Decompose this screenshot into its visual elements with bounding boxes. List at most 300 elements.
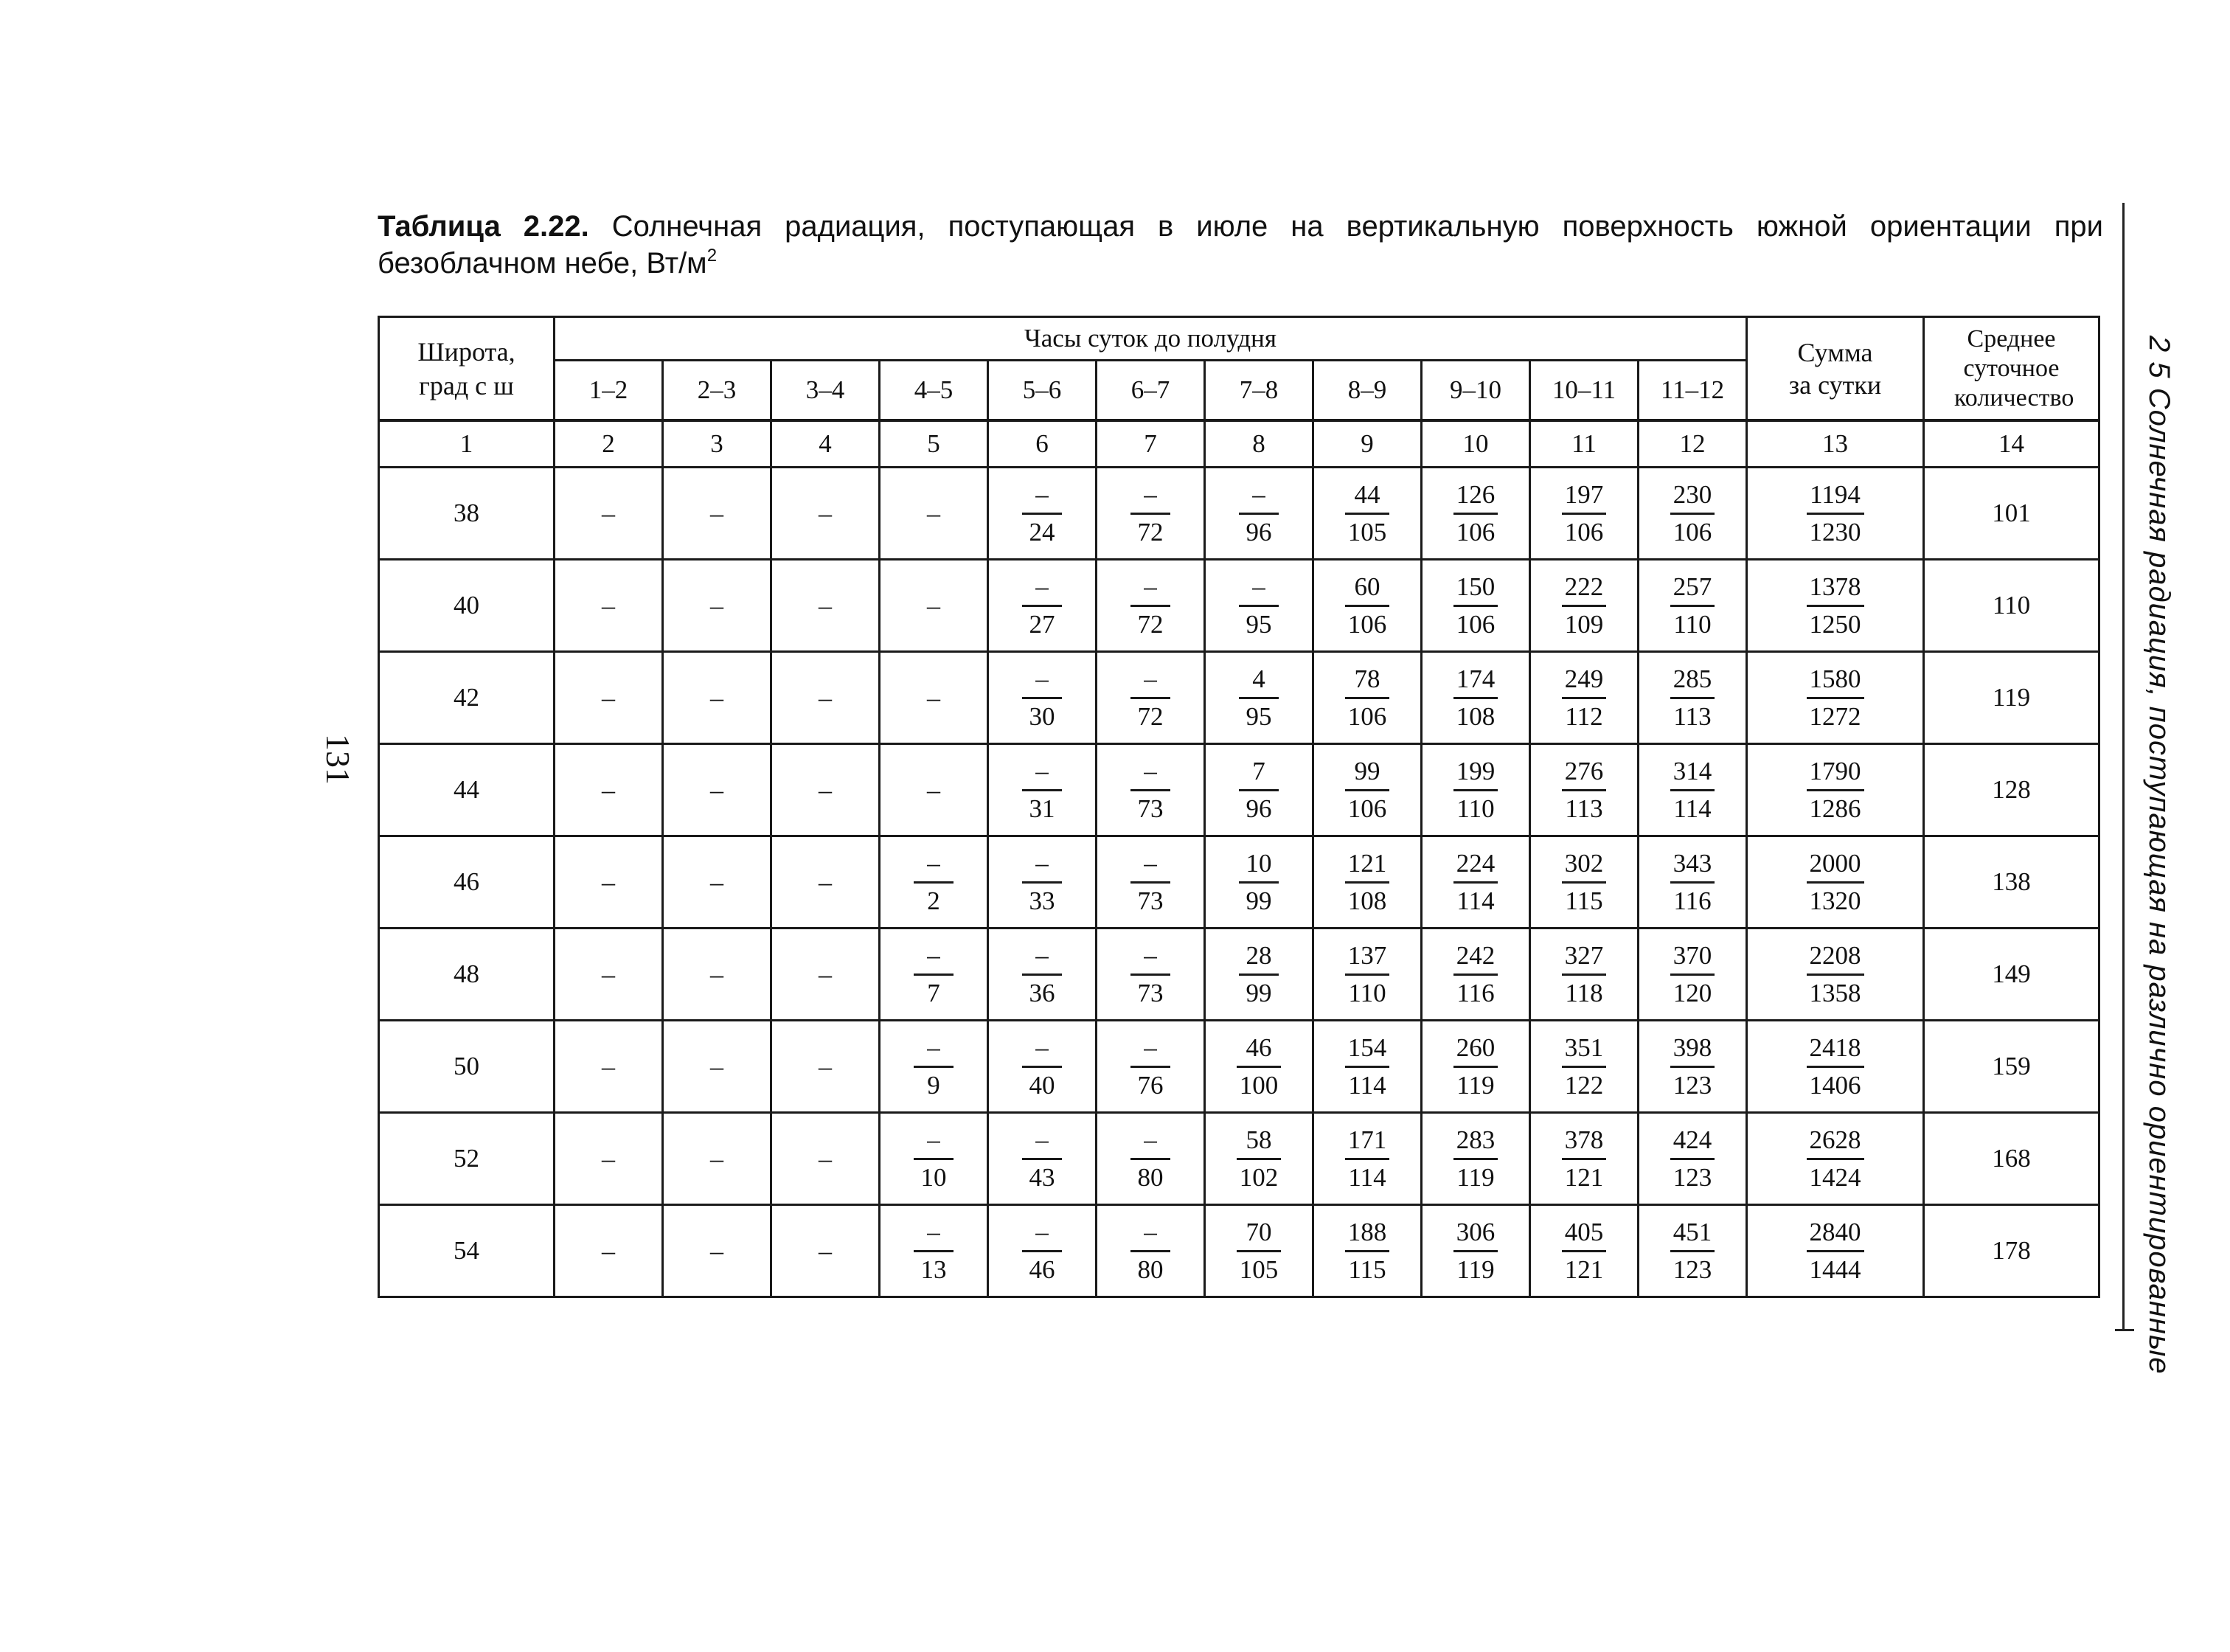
cell-value [1313, 468, 1422, 560]
cell-value [1422, 1021, 1530, 1113]
cell-dash: – [819, 959, 832, 989]
cell-value [1530, 836, 1639, 929]
cell-value [1313, 1113, 1422, 1205]
cell-dash: – [710, 775, 723, 805]
fraction-denominator: 99 [1239, 881, 1279, 919]
cell-value [771, 652, 880, 744]
fraction [1345, 1215, 1390, 1288]
header-hours-group: Часы суток до полудня [555, 317, 1747, 361]
cell-value [1205, 744, 1313, 836]
fraction-numerator: – [1144, 479, 1157, 509]
cell-dash: – [710, 499, 723, 528]
fraction-numerator: – [1144, 1217, 1157, 1246]
cell-sum [1747, 1021, 1924, 1113]
fraction-denominator: 1230 [1807, 513, 1864, 550]
cell-value [663, 1021, 771, 1113]
fraction-denominator: 115 [1562, 881, 1607, 919]
fraction-numerator: 58 [1246, 1125, 1272, 1154]
fraction-numerator: 283 [1456, 1125, 1496, 1154]
fraction-denominator: 27 [1022, 605, 1062, 642]
fraction-denominator: 115 [1345, 1250, 1390, 1288]
fraction [1562, 477, 1607, 550]
fraction [1022, 1122, 1062, 1195]
fraction-numerator: 1580 [1809, 664, 1861, 693]
cell-value [1205, 560, 1313, 652]
cell-value [1530, 1205, 1639, 1297]
fraction [1453, 754, 1498, 827]
fraction [1807, 1215, 1864, 1288]
fraction-numerator: – [1144, 1125, 1157, 1154]
cell-dash: – [710, 867, 723, 897]
cell-value [663, 1113, 771, 1205]
cell-value [1097, 560, 1205, 652]
fraction-denominator: 13 [914, 1250, 954, 1288]
fraction-denominator: 119 [1453, 1250, 1498, 1288]
cell-sum [1747, 468, 1924, 560]
fraction-denominator: 1272 [1807, 697, 1864, 735]
header-hour: 6–7 [1097, 361, 1205, 421]
fraction-numerator: 249 [1564, 664, 1604, 693]
fraction-numerator: 257 [1672, 572, 1712, 601]
fraction [1562, 569, 1607, 642]
cell-value [555, 836, 663, 929]
cell-value [1422, 1113, 1530, 1205]
fraction [1022, 754, 1062, 827]
cell-value [1313, 1021, 1422, 1113]
fraction-numerator: 2000 [1809, 848, 1861, 878]
cell-value [988, 468, 1097, 560]
fraction [1022, 1030, 1062, 1103]
header-hour: 2–3 [663, 361, 771, 421]
fraction [1670, 569, 1715, 642]
fraction [914, 938, 954, 1011]
cell-value [988, 929, 1097, 1021]
fraction [1345, 938, 1390, 1011]
cell-dash: – [927, 683, 940, 712]
fraction-denominator: 105 [1237, 1250, 1282, 1288]
cell-value [771, 929, 880, 1021]
fraction-denominator: 114 [1345, 1066, 1390, 1103]
cell-value [555, 560, 663, 652]
caption-text: Солнечная радиация, поступающая в июле на вертикальную поверхность южной ориентации при безоблачном небе, Вт/м [378, 210, 2103, 280]
fraction-numerator: 314 [1672, 756, 1712, 785]
column-number: 11 [1530, 420, 1639, 468]
cell-value [1530, 929, 1639, 1021]
cell-value [771, 836, 880, 929]
cell-value [663, 560, 771, 652]
cell-average: 110 [1924, 560, 2099, 652]
fraction-numerator: – [1035, 756, 1049, 785]
fraction-denominator: 108 [1453, 697, 1498, 735]
fraction-numerator: – [1035, 1032, 1049, 1062]
fraction-denominator: 73 [1130, 789, 1170, 827]
fraction-denominator: 116 [1453, 974, 1498, 1011]
cell-value [1530, 744, 1639, 836]
cell-sum [1747, 836, 1924, 929]
fraction-denominator: 1424 [1807, 1158, 1864, 1195]
cell-value [1205, 468, 1313, 560]
fraction [1239, 846, 1279, 919]
cell-value [1205, 1113, 1313, 1205]
cell-value [663, 1205, 771, 1297]
cell-dash: – [710, 591, 723, 620]
fraction-numerator: – [1035, 664, 1049, 693]
fraction [1562, 938, 1607, 1011]
fraction [1453, 846, 1498, 919]
cell-dash: – [819, 591, 832, 620]
cell-value [988, 1113, 1097, 1205]
column-number: 6 [988, 420, 1097, 468]
fraction-denominator: 106 [1345, 605, 1390, 642]
fraction-numerator: 188 [1347, 1217, 1387, 1246]
fraction [1130, 1122, 1170, 1195]
fraction-denominator: 7 [914, 974, 954, 1011]
cell-latitude: 54 [379, 1205, 555, 1297]
table-row [379, 1113, 2099, 1205]
table-row [379, 468, 2099, 560]
fraction [1670, 662, 1715, 735]
column-number: 1 [379, 420, 555, 468]
fraction-denominator: 106 [1345, 697, 1390, 735]
cell-value [880, 1021, 988, 1113]
cell-value [1097, 1113, 1205, 1205]
column-number: 9 [1313, 420, 1422, 468]
column-number: 10 [1422, 420, 1530, 468]
table-row [379, 744, 2099, 836]
fraction-denominator: 10 [914, 1158, 954, 1195]
column-number: 4 [771, 420, 880, 468]
cell-dash: – [602, 499, 615, 528]
fraction-denominator: 76 [1130, 1066, 1170, 1103]
cell-value [1205, 929, 1313, 1021]
cell-value [1422, 836, 1530, 929]
table-row [379, 652, 2099, 744]
fraction-numerator: 99 [1354, 756, 1380, 785]
fraction-denominator: 106 [1670, 513, 1715, 550]
cell-value [555, 929, 663, 1021]
header-hour: 5–6 [988, 361, 1097, 421]
fraction-denominator: 102 [1237, 1158, 1282, 1195]
cell-value [1313, 744, 1422, 836]
cell-latitude: 42 [379, 652, 555, 744]
fraction [1453, 1122, 1498, 1195]
fraction-numerator: – [1144, 664, 1157, 693]
fraction-numerator: – [1144, 940, 1157, 970]
cell-latitude: 38 [379, 468, 555, 560]
cell-value [771, 1205, 880, 1297]
fraction-denominator: 1250 [1807, 605, 1864, 642]
fraction [1807, 846, 1864, 919]
fraction-denominator: 2 [914, 881, 954, 919]
fraction-denominator: 1358 [1807, 974, 1864, 1011]
fraction-denominator: 118 [1562, 974, 1607, 1011]
cell-dash: – [819, 1052, 832, 1081]
cell-dash: – [602, 867, 615, 897]
fraction [1453, 938, 1498, 1011]
fraction-numerator: 405 [1564, 1217, 1604, 1246]
cell-value [1313, 929, 1422, 1021]
fraction [1022, 662, 1062, 735]
cell-value [1639, 1113, 1747, 1205]
fraction-numerator: 242 [1456, 940, 1496, 970]
fraction [1022, 569, 1062, 642]
cell-average: 159 [1924, 1021, 2099, 1113]
fraction [1345, 846, 1390, 919]
fraction-numerator: 126 [1456, 479, 1496, 509]
fraction-denominator: 121 [1562, 1158, 1607, 1195]
cell-value [1097, 1021, 1205, 1113]
table-row [379, 1205, 2099, 1297]
fraction-denominator: 80 [1130, 1158, 1170, 1195]
cell-dash: – [602, 775, 615, 805]
cell-dash: – [710, 959, 723, 989]
fraction [1345, 1122, 1390, 1195]
cell-average: 119 [1924, 652, 2099, 744]
cell-value [1639, 744, 1747, 836]
fraction-numerator: – [1035, 479, 1049, 509]
fraction-numerator: 1790 [1809, 756, 1861, 785]
fraction-denominator: 122 [1562, 1066, 1607, 1103]
cell-value [1530, 1021, 1639, 1113]
cell-dash: – [602, 591, 615, 620]
fraction-denominator: 108 [1345, 881, 1390, 919]
cell-value [880, 744, 988, 836]
cell-dash: – [927, 499, 940, 528]
cell-value [880, 652, 988, 744]
fraction-denominator: 114 [1453, 881, 1498, 919]
cell-dash: – [602, 1144, 615, 1173]
fraction [1453, 1030, 1498, 1103]
cell-value [1205, 652, 1313, 744]
fraction-numerator: 222 [1564, 572, 1604, 601]
fraction-denominator: 123 [1670, 1158, 1715, 1195]
fraction-denominator: 31 [1022, 789, 1062, 827]
fraction [1562, 1122, 1607, 1195]
cell-value [1639, 1205, 1747, 1297]
fraction-denominator: 80 [1130, 1250, 1170, 1288]
fraction [1670, 938, 1715, 1011]
cell-value [771, 744, 880, 836]
cell-dash: – [819, 1236, 832, 1266]
header-hour: 10–11 [1530, 361, 1639, 421]
fraction-denominator: 106 [1345, 789, 1390, 827]
fraction-denominator: 96 [1239, 789, 1279, 827]
fraction-numerator: 306 [1456, 1217, 1496, 1246]
fraction-denominator: 73 [1130, 974, 1170, 1011]
cell-latitude: 44 [379, 744, 555, 836]
fraction-numerator: 451 [1672, 1217, 1712, 1246]
fraction [1562, 846, 1607, 919]
cell-average: 168 [1924, 1113, 2099, 1205]
cell-latitude: 40 [379, 560, 555, 652]
header-latitude [379, 317, 555, 421]
cell-average: 101 [1924, 468, 2099, 560]
fraction-denominator: 30 [1022, 697, 1062, 735]
fraction-numerator: 78 [1354, 664, 1380, 693]
cell-value [1422, 929, 1530, 1021]
cell-value [1639, 929, 1747, 1021]
cell-value [880, 468, 988, 560]
fraction [1130, 1215, 1170, 1288]
cell-value [1097, 652, 1205, 744]
cell-dash: – [819, 867, 832, 897]
fraction-denominator: 1320 [1807, 881, 1864, 919]
fraction [1807, 569, 1864, 642]
fraction-denominator: 120 [1670, 974, 1715, 1011]
cell-value [1530, 652, 1639, 744]
fraction [1239, 938, 1279, 1011]
cell-value [988, 836, 1097, 929]
fraction-denominator: 119 [1453, 1066, 1498, 1103]
cell-dash: – [710, 683, 723, 712]
fraction [1670, 477, 1715, 550]
cell-average: 149 [1924, 929, 2099, 1021]
fraction [1345, 754, 1390, 827]
fraction [1130, 938, 1170, 1011]
fraction-denominator: 114 [1670, 789, 1715, 827]
fraction [1807, 1030, 1864, 1103]
fraction-numerator: – [927, 1217, 940, 1246]
fraction-denominator: 1444 [1807, 1250, 1864, 1288]
fraction-denominator: 96 [1239, 513, 1279, 550]
table-caption [378, 208, 2103, 282]
cell-value [988, 744, 1097, 836]
fraction-denominator: 121 [1562, 1250, 1607, 1288]
fraction-numerator: 1378 [1809, 572, 1861, 601]
fraction-numerator: – [1144, 572, 1157, 601]
cell-value [1313, 560, 1422, 652]
fraction-numerator: 1194 [1810, 479, 1861, 509]
fraction-numerator: 2628 [1809, 1125, 1861, 1154]
cell-value [1422, 744, 1530, 836]
cell-value [1422, 560, 1530, 652]
fraction-numerator: 260 [1456, 1032, 1496, 1062]
header-average [1924, 317, 2099, 421]
cell-latitude: 50 [379, 1021, 555, 1113]
fraction-numerator: 137 [1347, 940, 1387, 970]
fraction [1237, 1030, 1282, 1103]
column-number: 12 [1639, 420, 1747, 468]
fraction-denominator: 43 [1022, 1158, 1062, 1195]
cell-sum [1747, 1113, 1924, 1205]
cell-dash: – [710, 1236, 723, 1266]
cell-dash: – [819, 775, 832, 805]
fraction [1345, 1030, 1390, 1103]
fraction [1670, 1030, 1715, 1103]
fraction-denominator: 109 [1562, 605, 1607, 642]
fraction [1130, 477, 1170, 550]
fraction-numerator: 327 [1564, 940, 1604, 970]
cell-value [1205, 836, 1313, 929]
fraction-numerator: – [1035, 848, 1049, 878]
cell-value [663, 836, 771, 929]
fraction-numerator: 171 [1347, 1125, 1387, 1154]
fraction-numerator: – [1252, 479, 1265, 509]
cell-dash: – [927, 775, 940, 805]
cell-value [880, 929, 988, 1021]
fraction [1562, 754, 1607, 827]
fraction [1453, 662, 1498, 735]
cell-value [555, 1113, 663, 1205]
fraction [1670, 1215, 1715, 1288]
cell-value [880, 836, 988, 929]
fraction-numerator: 2208 [1809, 940, 1861, 970]
fraction-numerator: – [1144, 848, 1157, 878]
cell-value [663, 744, 771, 836]
fraction-numerator: – [1035, 572, 1049, 601]
cell-value [880, 1205, 988, 1297]
fraction [1237, 1122, 1282, 1195]
cell-value [1422, 1205, 1530, 1297]
fraction [1130, 754, 1170, 827]
fraction-denominator: 95 [1239, 605, 1279, 642]
fraction-denominator: 116 [1670, 881, 1715, 919]
fraction [1562, 662, 1607, 735]
column-number: 2 [555, 420, 663, 468]
page-number: 131 [319, 734, 357, 785]
fraction-numerator: 276 [1564, 756, 1604, 785]
fraction [1239, 662, 1279, 735]
fraction [1239, 754, 1279, 827]
fraction-numerator: 44 [1354, 479, 1380, 509]
fraction-denominator: 24 [1022, 513, 1062, 550]
fraction-denominator: 99 [1239, 974, 1279, 1011]
fraction-denominator: 114 [1345, 1158, 1390, 1195]
fraction [1237, 1215, 1282, 1288]
fraction-numerator: 224 [1456, 848, 1496, 878]
fraction [1807, 754, 1864, 827]
cell-sum [1747, 929, 1924, 1021]
cell-value [1530, 468, 1639, 560]
fraction [914, 1215, 954, 1288]
fraction-denominator: 33 [1022, 881, 1062, 919]
column-number: 8 [1205, 420, 1313, 468]
cell-value [1639, 836, 1747, 929]
cell-dash: – [819, 499, 832, 528]
fraction [1807, 477, 1864, 550]
fraction-denominator: 36 [1022, 974, 1062, 1011]
fraction [1670, 846, 1715, 919]
cell-dash: – [602, 683, 615, 712]
cell-latitude: 52 [379, 1113, 555, 1205]
cell-value [663, 652, 771, 744]
fraction [1130, 569, 1170, 642]
fraction-denominator: 110 [1345, 974, 1390, 1011]
fraction-numerator: 197 [1564, 479, 1604, 509]
fraction-numerator: 398 [1672, 1032, 1712, 1062]
fraction-numerator: 174 [1456, 664, 1496, 693]
fraction [1453, 1215, 1498, 1288]
cell-dash: – [819, 683, 832, 712]
cell-average: 178 [1924, 1205, 2099, 1297]
fraction-numerator: 370 [1672, 940, 1712, 970]
cell-value [1639, 560, 1747, 652]
fraction-denominator: 1286 [1807, 789, 1864, 827]
cell-sum [1747, 652, 1924, 744]
cell-value [1313, 652, 1422, 744]
fraction-numerator: 150 [1456, 572, 1496, 601]
fraction [914, 846, 954, 919]
fraction [1562, 1215, 1607, 1288]
fraction-numerator: 70 [1246, 1217, 1272, 1246]
fraction-denominator: 113 [1670, 697, 1715, 735]
cell-value [1530, 1113, 1639, 1205]
cell-value [771, 1113, 880, 1205]
fraction [1453, 477, 1498, 550]
header-hour: 8–9 [1313, 361, 1422, 421]
cell-average: 138 [1924, 836, 2099, 929]
cell-value [1097, 468, 1205, 560]
